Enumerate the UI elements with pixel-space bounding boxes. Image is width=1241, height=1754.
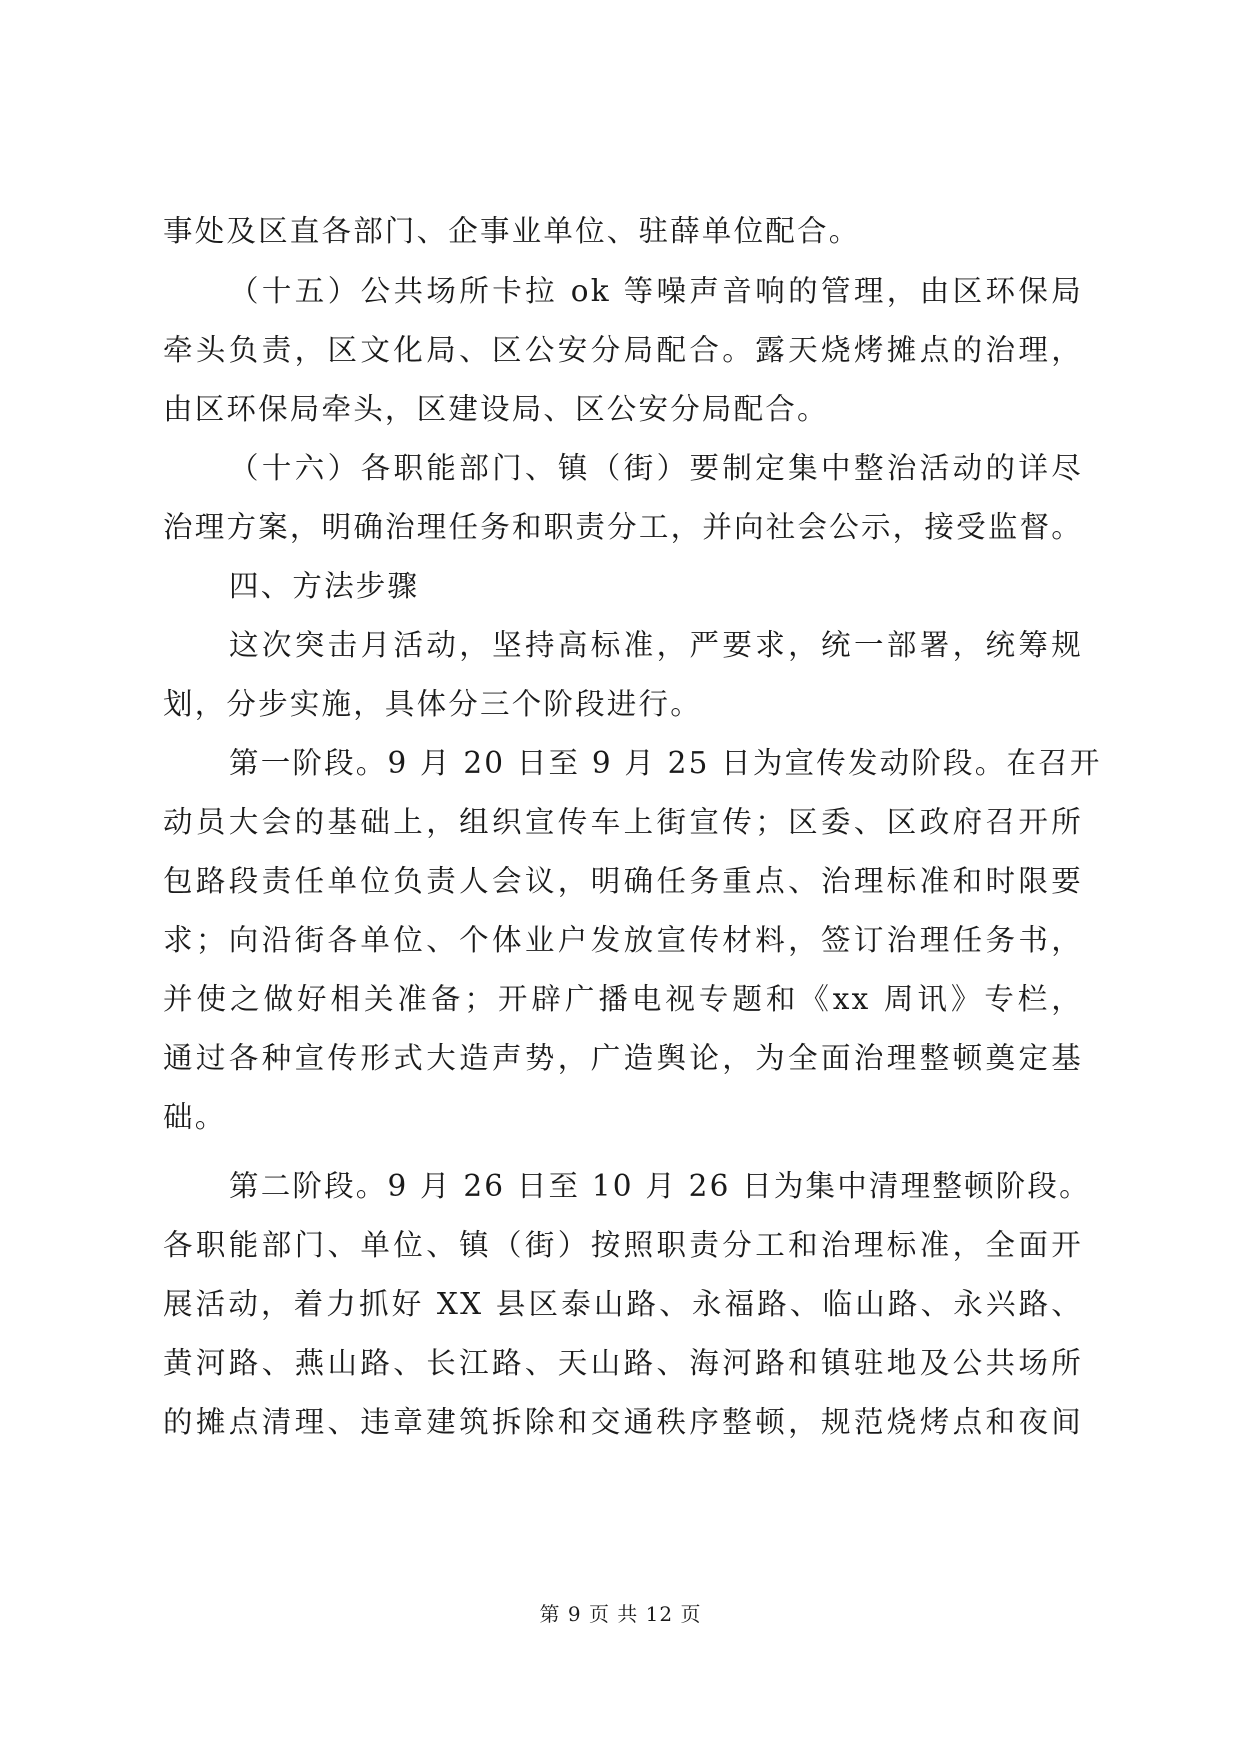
- paragraph-line: 展活动，着力抓好 XX 县区泰山路、永福路、临山路、永兴路、: [163, 1287, 1083, 1321]
- paragraph-line: 黄河路、燕山路、长江路、天山路、海河路和镇驻地及公共场所: [163, 1346, 1083, 1380]
- paragraph-line: 第一阶段。9 月 20 日至 9 月 25 日为宣传发动阶段。在召开: [229, 746, 1102, 780]
- paragraph-line: 划，分步实施，具体分三个阶段进行。: [163, 687, 702, 721]
- paragraph-line: （十六）各职能部门、镇（街）要制定集中整治活动的详尽: [229, 451, 1083, 485]
- paragraph-line: 包路段责任单位负责人会议，明确任务重点、治理标准和时限要: [163, 864, 1083, 898]
- paragraph-line: 通过各种宣传形式大造声势，广造舆论，为全面治理整顿奠定基: [163, 1041, 1083, 1075]
- paragraph-line: 这次突击月活动，坚持高标准，严要求，统一部署，统筹规: [229, 628, 1083, 662]
- paragraph-line: 牵头负责，区文化局、区公安分局配合。露天烧烤摊点的治理，: [163, 333, 1083, 367]
- paragraph-line: 各职能部门、单位、镇（街）按照职责分工和治理标准，全面开: [163, 1228, 1083, 1262]
- paragraph-line: 事处及区直各部门、企事业单位、驻薛单位配合。: [163, 214, 861, 248]
- paragraph-line: 求；向沿街各单位、个体业户发放宣传材料，签订治理任务书，: [163, 923, 1083, 957]
- section-heading: 四、方法步骤: [229, 569, 420, 603]
- paragraph-line: 的摊点清理、违章建筑拆除和交通秩序整顿，规范烧烤点和夜间: [163, 1405, 1083, 1439]
- paragraph-line: 并使之做好相关准备；开辟广播电视专题和《xx 周讯》专栏，: [163, 982, 1083, 1016]
- paragraph-line: （十五）公共场所卡拉 ok 等噪声音响的管理，由区环保局: [229, 274, 1083, 308]
- paragraph-line: 第二阶段。9 月 26 日至 10 月 26 日为集中清理整顿阶段。: [229, 1169, 1091, 1203]
- paragraph-line: 动员大会的基础上，组织宣传车上街宣传；区委、区政府召开所: [163, 805, 1083, 839]
- paragraph-line: 治理方案，明确治理任务和职责分工，并向社会公示，接受监督。: [163, 510, 1083, 544]
- page-number-footer: 第 9 页 共 12 页: [539, 1602, 702, 1626]
- paragraph-line: 础。: [163, 1100, 227, 1134]
- paragraph-line: 由区环保局牵头，区建设局、区公安分局配合。: [163, 392, 829, 426]
